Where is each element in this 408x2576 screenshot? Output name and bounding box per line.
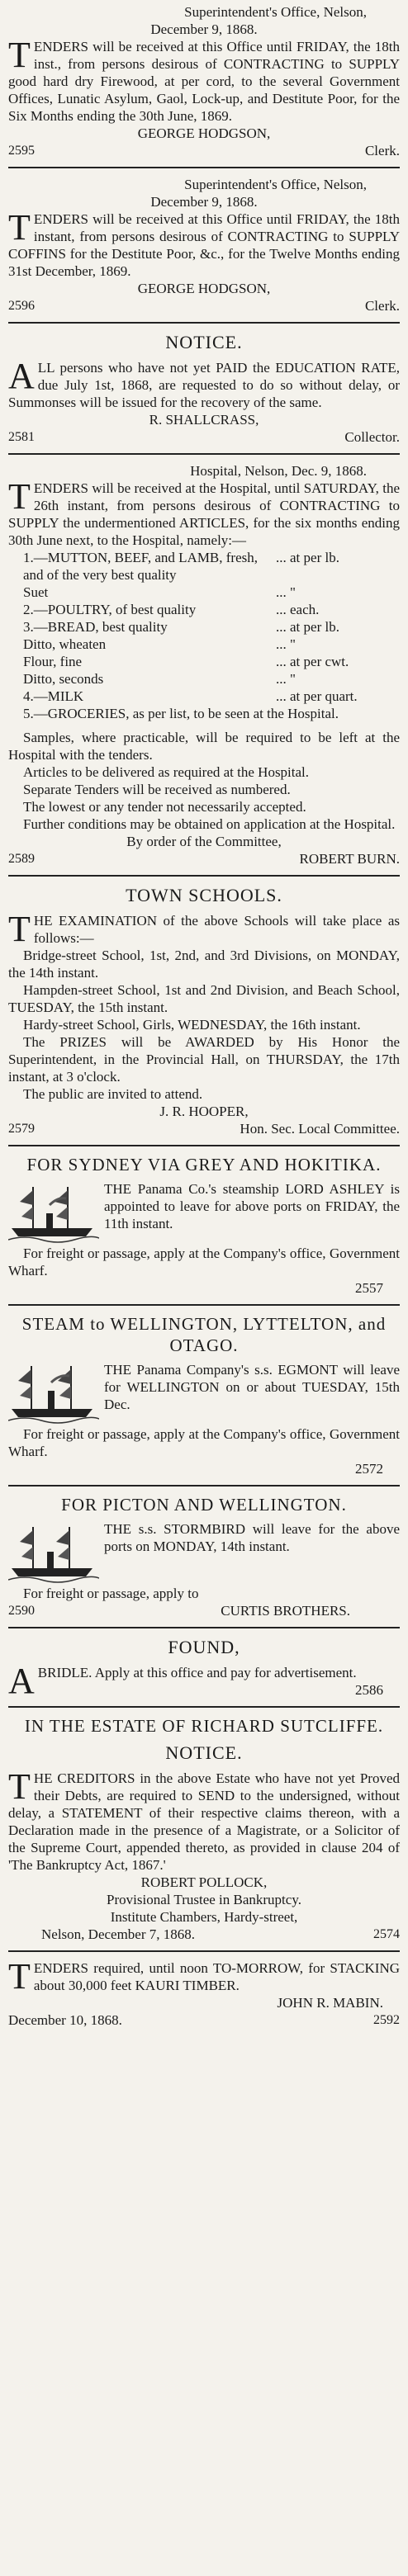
ad-paragraph: For freight or passage, apply to bbox=[23, 1586, 199, 1601]
ad-signer: R. SHALLCRASS, bbox=[149, 412, 259, 428]
item-label: Ditto, seconds bbox=[23, 671, 104, 687]
divider bbox=[8, 1304, 400, 1306]
ad-title: IN THE ESTATE OF RICHARD SUTCLIFFE. bbox=[24, 1716, 384, 1736]
ad-signer: GEORGE HODGSON, bbox=[137, 125, 271, 141]
ad-title: STEAM to WELLINGTON, LYTTELTON, and OTAGO. bbox=[21, 1314, 387, 1355]
item-unit: ... " bbox=[276, 636, 296, 652]
ad-paragraph: Hampden-street School, 1st and 2nd Division, and Beach School, TUESDAY, the 15th instant. bbox=[8, 982, 400, 1015]
ad-order: By order of the Committee, bbox=[126, 834, 282, 849]
ad-role: Clerk. bbox=[364, 143, 400, 158]
steamship-icon bbox=[8, 1361, 99, 1425]
ad-number: 2589 bbox=[8, 852, 35, 866]
ad-date: Nelson, December 7, 1868. bbox=[41, 1926, 196, 1942]
ad-body: THE CREDITORS in the above Estate who have not yet Proved their Debts, are required to SEND to the undersigned, without delay, a STATEMENT of their respective claims thereon, with a Declaration made in the presence of a Magistrate, or a Solicitor of the Supreme Court, appended thereto, as provided in clause 204 of 'The Bankruptcy Act, 1867.' bbox=[8, 1766, 400, 1873]
articles-list bbox=[8, 549, 400, 722]
divider bbox=[8, 1145, 400, 1146]
item-label: 4.—MILK bbox=[23, 688, 84, 704]
wellington-steam-ad bbox=[8, 1313, 400, 1477]
found-bridle-ad bbox=[8, 1636, 400, 1699]
item-label: 3.—BREAD, best quality bbox=[23, 619, 168, 635]
ad-number: 2586 bbox=[355, 1682, 383, 1698]
list-item bbox=[23, 688, 400, 705]
ad-role: Clerk. bbox=[364, 298, 400, 314]
item-unit: ... each. bbox=[276, 602, 320, 617]
ad-footer bbox=[8, 2011, 400, 2029]
item-unit: ... at per lb. bbox=[276, 550, 339, 565]
ad-paragraph: Hardy-street School, Girls, WEDNESDAY, the 16th instant. bbox=[23, 1017, 361, 1033]
ad-date: December 9, 1868. bbox=[150, 21, 258, 37]
ad-number: 2574 bbox=[373, 1927, 400, 1941]
divider bbox=[8, 1706, 400, 1708]
ad-footer bbox=[8, 1926, 400, 1943]
ad-body: TENDERS required, until noon TO-MORROW, for STACKING about 30,000 feet KAURI TIMBER. bbox=[8, 1956, 400, 1997]
divider bbox=[8, 167, 400, 168]
ad-paragraph: Bridge-street School, 1st, 2nd, and 3rd Divisions, on MONDAY, the 14th instant. bbox=[8, 948, 400, 981]
ad-body: TENDERS will be received at the Hospital, until SATURDAY, the 26th instant, from persons desirous of CONTRACTING to SUPPLY the undermentioned ARTICLES, for the six months ending 30th June next, to the Hospital, namely:— bbox=[8, 476, 400, 548]
ad-number: 2595 bbox=[8, 144, 35, 158]
list-item bbox=[23, 618, 400, 636]
hospital-tender-ad bbox=[8, 462, 400, 867]
ad-paragraph: The PRIZES will be AWARDED by His Honor the Superintendent, in the Provincial Hall, on THURSDAY, the 17th instant, at 3 o'clock. bbox=[8, 1034, 400, 1085]
ad-content bbox=[8, 1180, 400, 1245]
ad-dateline: Superintendent's Office, Nelson, bbox=[184, 177, 367, 192]
divider bbox=[8, 1627, 400, 1628]
ad-footer bbox=[8, 428, 400, 446]
ad-body: TENDERS will be received at this Office until FRIDAY, the 18th instant, from persons desirous of CONTRACTING to SUPPLY COFFINS for the Destitute Poor, &c., for the Twelve Months ending 31st December, 1869. bbox=[8, 207, 400, 279]
ad-date: December 10, 1868. bbox=[8, 2012, 122, 2028]
ad-body: ABRIDLE. Apply at this office and pay for advertisement. bbox=[8, 1661, 357, 1701]
ad-number: 2590 bbox=[8, 1604, 35, 1618]
divider bbox=[8, 453, 400, 455]
ad-title: FOR PICTON AND WELLINGTON. bbox=[61, 1495, 347, 1515]
ad-role: Hon. Sec. Local Committee. bbox=[240, 1121, 400, 1137]
divider bbox=[8, 322, 400, 324]
item-unit: ... at per cwt. bbox=[276, 654, 349, 669]
ad-dateline: Superintendent's Office, Nelson, bbox=[184, 4, 367, 20]
ad-content bbox=[8, 1361, 400, 1425]
item-unit: ... " bbox=[276, 671, 296, 687]
ad-body: TENDERS will be received at this Office until FRIDAY, the 18th inst., from persons desirous of CONTRACTING to SUPPLY good hard dry Firewood, at per cord, to the several Government Offices, Lunatic Asylum, Gaol, Lock-up, and Destitute Poor, for the Six Months ending the 30th June, 1869. bbox=[8, 35, 400, 124]
ad-footer bbox=[8, 1602, 400, 1619]
ad-body: THE Panama Co.'s steamship LORD ASHLEY is appointed to leave for above ports on FRIDAY, the 11th instant. bbox=[104, 1181, 400, 1231]
ad-role: Provisional Trustee in Bankruptcy. bbox=[107, 1892, 301, 1907]
ad-footer bbox=[8, 1120, 400, 1137]
ad-paragraph: For freight or passage, apply at the Company's office, Government Wharf. bbox=[8, 1426, 400, 1459]
ad-signer: CURTIS BROTHERS. bbox=[221, 1603, 350, 1619]
ad-paragraph: For freight or passage, apply at the Company's office, Government Wharf. bbox=[8, 1245, 400, 1279]
education-rate-notice bbox=[8, 331, 400, 446]
ad-number: 2579 bbox=[8, 1122, 35, 1136]
ad-number: 2581 bbox=[8, 430, 35, 444]
ad-dateline: Hospital, Nelson, Dec. 9, 1868. bbox=[190, 463, 367, 479]
ad-signer: J. R. HOOPER, bbox=[159, 1104, 249, 1119]
ad-footer bbox=[8, 142, 400, 159]
ad-paragraph: Samples, where practicable, will be required to be left at the Hospital with the tenders. bbox=[8, 730, 400, 763]
town-schools-ad bbox=[8, 884, 400, 1137]
ad-footer bbox=[8, 850, 400, 867]
ad-paragraph: Further conditions may be obtained on application at the Hospital. bbox=[23, 816, 396, 832]
firewood-tender-ad bbox=[8, 3, 400, 159]
ad-title: TOWN SCHOOLS. bbox=[126, 885, 282, 905]
item-unit: ... at per lb. bbox=[276, 619, 339, 635]
ad-signer: GEORGE HODGSON, bbox=[137, 281, 271, 296]
ad-footer bbox=[8, 297, 400, 314]
ad-paragraph: Separate Tenders will be received as numbered. bbox=[23, 782, 291, 797]
ad-role: Collector. bbox=[344, 429, 400, 445]
steamship-icon bbox=[8, 1180, 99, 1245]
steamship-icon bbox=[8, 1520, 99, 1585]
ad-body: THE Panama Company's s.s. EGMONT will leave for WELLINGTON on or about TUESDAY, 15th Dec. bbox=[104, 1362, 400, 1412]
item-label: Flour, fine bbox=[23, 654, 83, 669]
divider bbox=[8, 875, 400, 877]
kauri-timber-tender-ad bbox=[8, 1956, 400, 2029]
picton-steamer-ad bbox=[8, 1494, 400, 1619]
list-item bbox=[23, 653, 400, 670]
divider bbox=[8, 1950, 400, 1952]
ad-signer: ROBERT POLLOCK, bbox=[140, 1874, 268, 1890]
ad-body: THE s.s. STORMBIRD will leave for the above ports on MONDAY, 14th instant. bbox=[104, 1521, 400, 1554]
divider bbox=[8, 1485, 400, 1487]
ad-paragraph: Articles to be delivered as required at the Hospital. bbox=[23, 764, 310, 780]
ad-number: 2557 bbox=[355, 1280, 383, 1296]
sydney-steamship-ad bbox=[8, 1154, 400, 1297]
list-item bbox=[23, 549, 400, 584]
list-item bbox=[23, 584, 400, 601]
item-label: Ditto, wheaten bbox=[23, 636, 107, 652]
ad-body: THE EXAMINATION of the above Schools will take place as follows:— bbox=[8, 909, 400, 949]
ad-signer: JOHN R. MABIN. bbox=[277, 1995, 383, 2011]
ad-signer: ROBERT BURN. bbox=[299, 851, 400, 867]
item-label: 2.—POULTRY, of best quality bbox=[23, 602, 197, 617]
coffins-tender-ad bbox=[8, 176, 400, 314]
ad-number: 2592 bbox=[373, 2013, 400, 2027]
list-item bbox=[23, 670, 400, 688]
ad-title: FOR SYDNEY VIA GREY AND HOKITIKA. bbox=[26, 1155, 382, 1175]
item-unit: ... " bbox=[276, 584, 296, 600]
list-item bbox=[23, 601, 400, 618]
item-unit: ... at per quart. bbox=[276, 688, 358, 704]
ad-title: FOUND, bbox=[168, 1637, 240, 1657]
ad-number: 2572 bbox=[355, 1461, 383, 1477]
item-label: Suet bbox=[23, 584, 49, 600]
ad-date: December 9, 1868. bbox=[150, 194, 258, 210]
sutcliffe-estate-ad bbox=[8, 1715, 400, 1943]
ad-number: 2596 bbox=[8, 299, 35, 313]
ad-content bbox=[8, 1520, 400, 1585]
list-item: 5.—GROCERIES, as per list, to be seen at the Hospital. bbox=[23, 706, 339, 721]
ad-paragraph: The lowest or any tender not necessarily accepted. bbox=[23, 799, 306, 815]
ad-subtitle: NOTICE. bbox=[165, 1742, 243, 1763]
ad-paragraph: The public are invited to attend. bbox=[23, 1086, 203, 1102]
item-label: 1.—MUTTON, BEEF, and LAMB, fresh, and of the very best quality bbox=[23, 550, 259, 583]
ad-body: ALL persons who have not yet PAID the EDUCATION RATE, due July 1st, 1868, are requested to do so without delay, or Summonses will be issued for the recovery of the same. bbox=[8, 356, 400, 410]
ad-title: NOTICE. bbox=[165, 332, 243, 352]
list-item bbox=[23, 636, 400, 653]
ad-address: Institute Chambers, Hardy-street, bbox=[110, 1909, 298, 1925]
